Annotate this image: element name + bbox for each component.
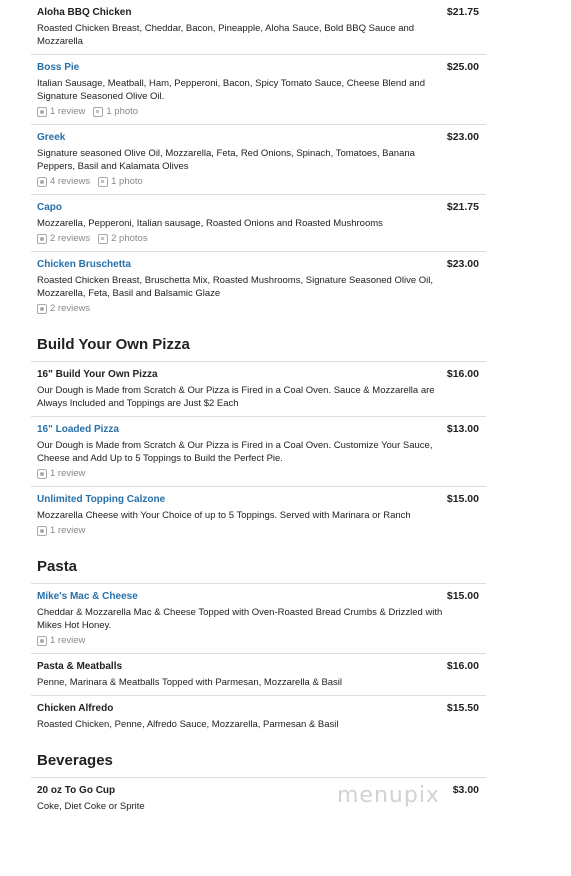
camera-icon: [98, 177, 108, 187]
item-name[interactable]: Capo: [37, 202, 62, 213]
item-name: 16" Build Your Own Pizza: [37, 369, 158, 380]
item-name: 20 oz To Go Cup: [37, 785, 116, 796]
section-spacer: [31, 543, 486, 557]
item-name[interactable]: Greek: [37, 132, 66, 143]
menu-item: [31, 653, 486, 695]
item-price: $15.00: [446, 590, 479, 602]
item-name: Aloha BBQ Chicken: [37, 7, 132, 18]
section-spacer: [31, 321, 486, 335]
reviews-link[interactable]: [37, 106, 85, 118]
menu-section: [31, 0, 486, 321]
item-name[interactable]: Unlimited Topping Calzone: [37, 494, 166, 505]
item-description: Mozzarella Cheese with Your Choice of up to 5 Toppings. Served with Marinara or Ranch: [37, 510, 411, 521]
photos-count[interactable]: 1 photo: [111, 176, 143, 187]
menupix-watermark: menupix: [337, 783, 440, 808]
photos-link[interactable]: [93, 106, 138, 118]
reviews-count[interactable]: 2 reviews: [50, 303, 91, 314]
menu-section: [31, 543, 486, 737]
item-price: $25.00: [446, 61, 479, 73]
item-description: Coke, Diet Coke or Sprite: [37, 801, 145, 812]
item-name: Pasta & Meatballs: [37, 661, 123, 672]
item-price: $15.50: [446, 702, 479, 714]
item-description: Roasted Chicken Breast, Cheddar, Bacon, Pineapple, Aloha Sauce, Bold BBQ Sauce and Mozzarella: [37, 23, 415, 47]
menu-list: [31, 0, 486, 819]
section-spacer: [31, 737, 486, 751]
item-description: Signature seasoned Olive Oil, Mozzarella, Feta, Red Onions, Spinach, Tomatoes, Banana Peppers, Basil and Kalamata Olives: [37, 148, 415, 172]
item-price: $15.00: [446, 493, 479, 505]
menu-section: [31, 321, 486, 543]
menu-item: [31, 416, 486, 486]
reviews-count[interactable]: 1 review: [50, 525, 86, 536]
review-icon: [37, 304, 47, 314]
reviews-count[interactable]: 2 reviews: [50, 233, 91, 244]
item-name[interactable]: 16" Loaded Pizza: [37, 424, 119, 435]
menu-item: [31, 486, 486, 543]
item-price: $21.75: [446, 201, 479, 213]
item-meta: [37, 635, 446, 647]
item-price: $16.00: [446, 660, 479, 672]
reviews-link[interactable]: [37, 303, 90, 315]
item-price: $13.00: [446, 423, 479, 435]
review-icon: [37, 636, 47, 646]
menu-item: [31, 361, 486, 416]
menu-item: [31, 695, 486, 737]
item-name[interactable]: Boss Pie: [37, 62, 80, 73]
item-price: $3.00: [452, 784, 479, 796]
item-price: $16.00: [446, 368, 479, 380]
menu-item: [31, 124, 486, 194]
item-description: Italian Sausage, Meatball, Ham, Pepperoni, Bacon, Spicy Tomato Sauce, Cheese Blend and Signature Seasoned Olive Oil.: [37, 78, 425, 102]
camera-icon: [98, 234, 108, 244]
item-name[interactable]: Chicken Bruschetta: [37, 259, 131, 270]
item-description: Roasted Chicken Breast, Bruschetta Mix, Roasted Mushrooms, Signature Seasoned Olive Oil, Mozzarella, Feta, Basil and Balsamic Glaze: [37, 275, 434, 299]
photos-link[interactable]: [98, 233, 147, 245]
review-icon: [37, 469, 47, 479]
item-name: Chicken Alfredo: [37, 703, 114, 714]
photos-count[interactable]: 1 photo: [106, 106, 139, 117]
item-meta: [37, 233, 446, 245]
section-title: Beverages: [37, 752, 113, 769]
section-title: Pasta: [37, 558, 78, 575]
reviews-link[interactable]: [37, 233, 90, 245]
item-description: Our Dough is Made from Scratch & Our Pizza is Fired in a Coal Oven. Sauce & Mozzarella are Always Included and Toppings are Just $2 Each: [37, 385, 435, 409]
item-description: Penne, Marinara & Meatballs Topped with Parmesan, Mozzarella & Basil: [37, 677, 343, 688]
item-meta: [37, 525, 446, 537]
item-description: Cheddar & Mozzarella Mac & Cheese Topped with Oven-Roasted Bread Crumbs & Drizzled with Mikes Hot Honey.: [37, 607, 443, 631]
menu-item: [31, 583, 486, 653]
reviews-link[interactable]: [37, 525, 85, 537]
menu-item: [31, 54, 486, 124]
reviews-count[interactable]: 4 reviews: [50, 176, 91, 187]
reviews-link[interactable]: [37, 468, 85, 480]
item-meta: [37, 176, 446, 188]
item-price: $21.75: [446, 6, 479, 18]
item-price: $23.00: [446, 131, 479, 143]
menu-item: [31, 251, 486, 321]
item-meta: [37, 106, 446, 118]
review-icon: [37, 526, 47, 536]
menu-item: [31, 0, 486, 54]
reviews-count[interactable]: 1 review: [50, 468, 86, 479]
camera-icon: [93, 107, 103, 117]
item-description: Roasted Chicken, Penne, Alfredo Sauce, Mozzarella, Parmesan & Basil: [37, 719, 339, 730]
review-icon: [37, 234, 47, 244]
reviews-link[interactable]: [37, 635, 85, 647]
item-price: $23.00: [446, 258, 479, 270]
reviews-count[interactable]: 1 review: [50, 635, 86, 646]
review-icon: [37, 107, 47, 117]
item-description: Our Dough is Made from Scratch & Our Pizza is Fired in a Coal Oven. Customize Your Sauce, Cheese and Add Up to 5 Toppings to Build the Perfect Pie.: [37, 440, 433, 464]
review-icon: [37, 177, 47, 187]
section-title: Build Your Own Pizza: [37, 336, 190, 353]
reviews-count[interactable]: 1 review: [50, 106, 86, 117]
photos-count[interactable]: 2 photos: [111, 233, 148, 244]
item-description: Mozzarella, Pepperoni, Italian sausage, Roasted Onions and Roasted Mushrooms: [37, 218, 383, 229]
item-name[interactable]: Mike's Mac & Cheese: [37, 591, 138, 602]
photos-link[interactable]: [98, 176, 143, 188]
reviews-link[interactable]: [37, 176, 90, 188]
menu-item: [31, 194, 486, 251]
item-meta: [37, 303, 446, 315]
item-meta: [37, 468, 446, 480]
